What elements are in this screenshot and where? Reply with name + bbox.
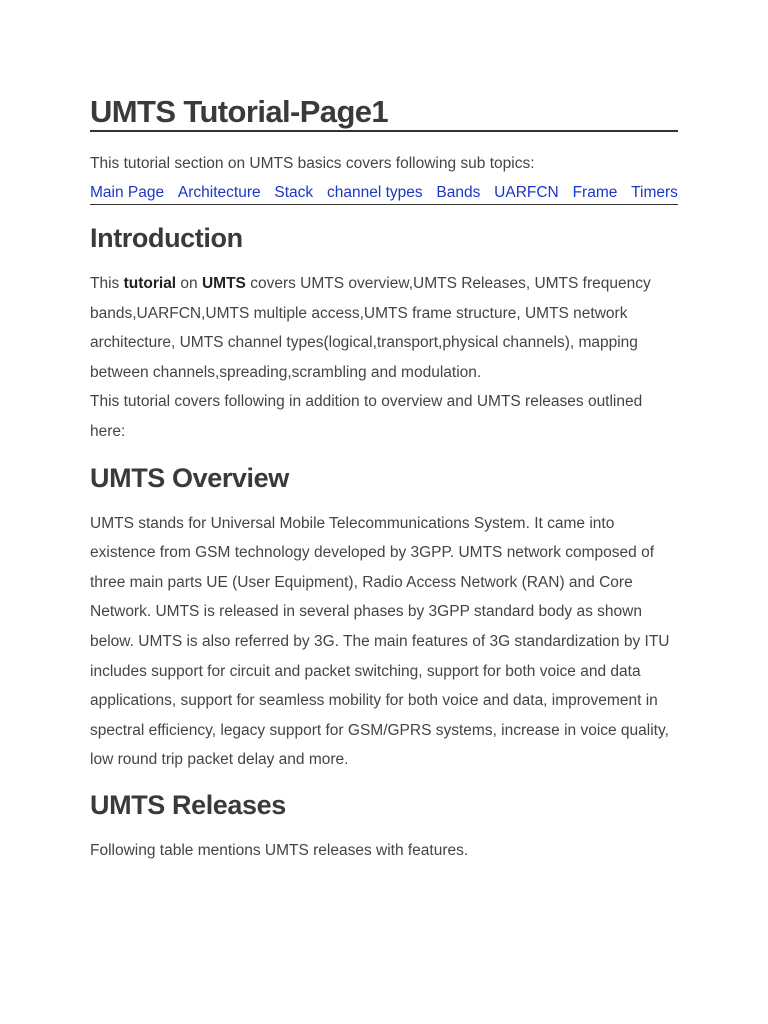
- releases-heading: UMTS Releases: [90, 789, 286, 820]
- nav-link-frame[interactable]: Frame: [572, 184, 618, 201]
- overview-heading: UMTS Overview: [90, 462, 289, 493]
- nav-link-architecture[interactable]: Architecture: [177, 184, 261, 201]
- introduction-heading: Introduction: [90, 223, 243, 253]
- nav-link-bands[interactable]: Bands: [436, 184, 481, 201]
- nav-link-main-page[interactable]: Main Page: [90, 184, 165, 201]
- introduction-paragraph: [90, 269, 678, 447]
- nav-link-stack[interactable]: Stack: [274, 184, 314, 201]
- page-title: UMTS Tutorial-Page1: [90, 0, 678, 132]
- intro-text-start: This: [90, 275, 124, 292]
- intro-text-mid: on: [176, 275, 202, 292]
- intro-text-second: This tutorial covers following in addition to overview and UMTS releases outlined here:: [90, 393, 643, 440]
- subtopics-intro: This tutorial section on UMTS basics covers following sub topics:: [90, 155, 535, 172]
- intro-text-rest: covers UMTS overview,UMTS Releases, UMTS frequency bands,UARFCN,UMTS multiple access,UMTS frame structure, UMTS network architecture, UMTS channel types(logical,transport,physical channels), mapping between channels,spreading,scrambling and modulation.: [90, 275, 651, 381]
- nav-link-uarfcn[interactable]: UARFCN: [494, 184, 559, 201]
- releases-paragraph: Following table mentions UMTS releases with features.: [90, 841, 469, 859]
- intro-bold-umts: UMTS: [201, 275, 246, 292]
- nav-link-timers[interactable]: Timers: [631, 184, 678, 201]
- nav-link-channel-types[interactable]: channel types: [326, 184, 423, 201]
- intro-bold-tutorial: tutorial: [123, 275, 177, 292]
- overview-paragraph: UMTS stands for Universal Mobile Telecommunications System. It came into existence from GSM technology developed by 3GPP. UMTS network composed of three main parts UE (User Equipment), Radio Access Network (RAN) and Core Network. UMTS is released in several phases by 3GPP standard body as shown below. UMTS is also referred by 3G. The main features of 3G standardization by ITU includes support for circuit and packet switching, support for both voice and data applications, support for seamless mobility for both voice and data, improvement in spectral efficiency, legacy support for GSM/GPRS systems, increase in voice quality, low round trip packet delay and more.: [90, 514, 670, 769]
- subtopic-nav: [90, 183, 678, 205]
